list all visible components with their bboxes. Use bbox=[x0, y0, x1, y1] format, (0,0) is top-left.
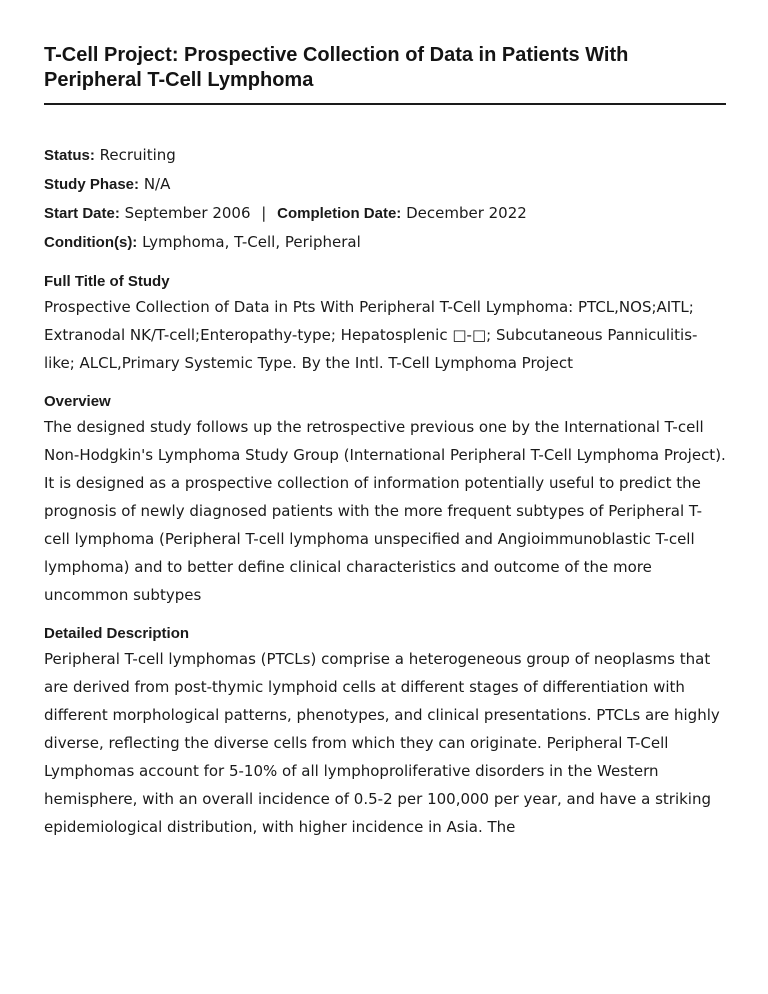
date-separator: | bbox=[261, 204, 267, 222]
full-title-heading: Full Title of Study bbox=[44, 273, 170, 290]
study-document bbox=[44, 0, 726, 841]
full-title-text: Prospective Collection of Data in Pts With Peripheral T-Cell Lymphoma: PTCL,NOS;AITL; Extranodal NK/T-cell;Enteropathy-type; Hepatosplenic □-□; Subcutaneous Panniculitis-like; ALCL,Primary Systemic Type. By the Intl. T-Cell Lymphoma Project bbox=[44, 298, 698, 372]
condition-label: Condition(s): bbox=[44, 234, 138, 251]
detailed-description-section bbox=[44, 623, 726, 841]
page-title: T-Cell Project: Prospective Collection of Data in Patients With Peripheral T-Cell Lymphoma bbox=[44, 44, 629, 91]
phase-value: N/A bbox=[143, 175, 171, 193]
phase-line bbox=[44, 170, 726, 199]
title-divider bbox=[44, 103, 726, 105]
status-line bbox=[44, 141, 726, 170]
condition-value: Lymphoma, T-Cell, Peripheral bbox=[142, 233, 361, 251]
completion-date-label: Completion Date: bbox=[277, 205, 402, 222]
overview-text: The designed study follows up the retrospective previous one by the International T-cell Non-Hodgkin's Lymphoma Study Group (International Peripheral T-Cell Lymphoma Project). It is designed as a prospective collection of information potentially useful to predict the prognosis of newly diagnosed patients with the more frequent subtypes of Peripheral T-cell lymphoma (Peripheral T-cell lymphoma unspecified and Angioimmunoblastic T-cell lymphoma) and to better define clinical characteristics and outcome of the more uncommon subtypes bbox=[44, 418, 726, 604]
study-meta bbox=[44, 141, 726, 257]
dates-line bbox=[44, 199, 726, 228]
status-label: Status: bbox=[44, 147, 95, 164]
overview-heading: Overview bbox=[44, 393, 111, 410]
detailed-description-heading: Detailed Description bbox=[44, 625, 190, 642]
phase-label: Study Phase: bbox=[44, 176, 140, 193]
full-title-section bbox=[44, 271, 726, 377]
start-date-label: Start Date: bbox=[44, 205, 120, 222]
condition-line bbox=[44, 228, 726, 257]
overview-section bbox=[44, 391, 726, 609]
completion-date-value: December 2022 bbox=[406, 204, 527, 222]
start-date-value: September 2006 bbox=[124, 204, 251, 222]
detailed-description-text: Peripheral T-cell lymphomas (PTCLs) comprise a heterogeneous group of neoplasms that are derived from post-thymic lymphoid cells at different stages of differentiation with different morphological patterns, phenotypes, and clinical presentations. PTCLs are highly diverse, reflecting the diverse cells from which they can originate. Peripheral T-Cell Lymphomas account for 5-10% of all lymphoproliferative disorders in the Western hemisphere, with an overall incidence of 0.5-2 per 100,000 per year, and have a striking epidemiological distribution, with higher incidence in Asia. The bbox=[44, 650, 720, 836]
status-value: Recruiting bbox=[99, 146, 176, 164]
